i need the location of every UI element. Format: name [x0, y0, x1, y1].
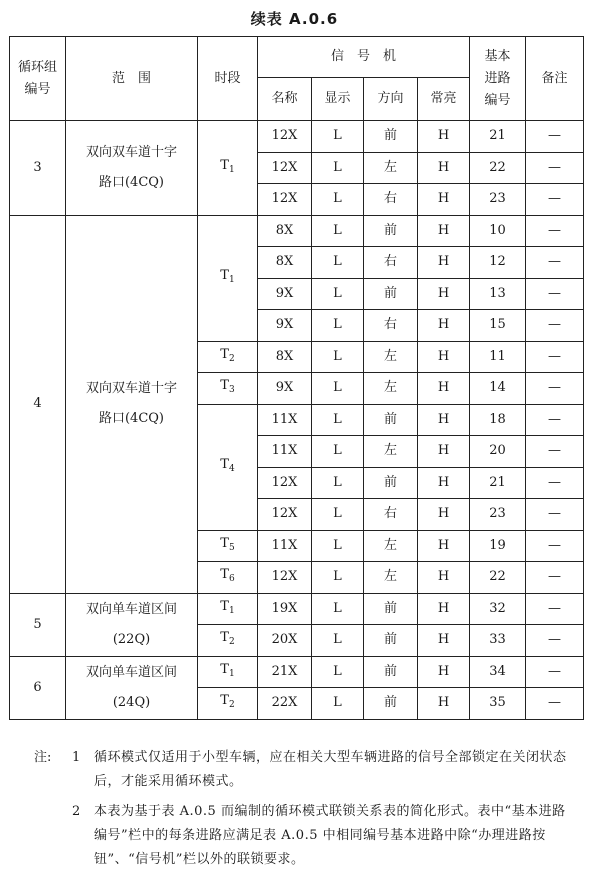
- name-cell: 21X: [258, 656, 312, 688]
- lit-cell: H: [418, 467, 470, 499]
- name-cell: 12X: [258, 499, 312, 531]
- remark-cell: —: [526, 656, 584, 688]
- basic-cell: 15: [470, 310, 526, 342]
- table-row: [10, 593, 584, 625]
- display-cell: L: [312, 247, 364, 279]
- display-cell: L: [312, 278, 364, 310]
- header-remark: 备注: [526, 37, 584, 121]
- basic-cell: 12: [470, 247, 526, 279]
- direction-cell: 右: [364, 184, 418, 216]
- table-row: [10, 215, 584, 247]
- lit-cell: H: [418, 404, 470, 436]
- lit-cell: H: [418, 499, 470, 531]
- display-cell: L: [312, 562, 364, 594]
- name-cell: 12X: [258, 121, 312, 153]
- direction-cell: 左: [364, 436, 418, 468]
- remark-cell: —: [526, 625, 584, 657]
- direction-cell: 前: [364, 278, 418, 310]
- direction-cell: 左: [364, 373, 418, 405]
- header-display: 显示: [312, 78, 364, 121]
- header-name: 名称: [258, 78, 312, 121]
- name-cell: 12X: [258, 467, 312, 499]
- lit-cell: H: [418, 247, 470, 279]
- display-cell: L: [312, 184, 364, 216]
- range-line: 双向单车道区间: [85, 664, 177, 680]
- lit-cell: H: [418, 341, 470, 373]
- remark-cell: —: [526, 184, 584, 216]
- header-lit: 常亮: [418, 78, 470, 121]
- remark-cell: —: [526, 436, 584, 468]
- basic-cell: 11: [470, 341, 526, 373]
- lit-cell: H: [418, 215, 470, 247]
- basic-cell: 35: [470, 688, 526, 720]
- direction-cell: 右: [364, 499, 418, 531]
- lit-cell: H: [418, 373, 470, 405]
- display-cell: L: [312, 310, 364, 342]
- lit-cell: H: [418, 656, 470, 688]
- basic-cell: 20: [470, 436, 526, 468]
- group-id-cell: 3: [10, 121, 66, 216]
- name-cell: 22X: [258, 688, 312, 720]
- range-line: 双向双车道十字: [85, 381, 177, 396]
- remark-cell: —: [526, 499, 584, 531]
- note-number: 2: [72, 804, 81, 819]
- name-cell: 9X: [258, 373, 312, 405]
- name-cell: 11X: [258, 404, 312, 436]
- display-cell: L: [312, 215, 364, 247]
- table-body: [10, 121, 584, 720]
- range-line: (24Q): [112, 694, 151, 710]
- basic-cell: 14: [470, 373, 526, 405]
- period-cell: $T_2$: [198, 625, 258, 657]
- period-cell: $T_1$: [198, 656, 258, 688]
- basic-cell: 10: [470, 215, 526, 247]
- direction-cell: 左: [364, 530, 418, 562]
- remark-cell: —: [526, 278, 584, 310]
- direction-cell: 前: [364, 121, 418, 153]
- basic-cell: 34: [470, 656, 526, 688]
- display-cell: L: [312, 593, 364, 625]
- lit-cell: H: [418, 530, 470, 562]
- lit-cell: H: [418, 310, 470, 342]
- direction-cell: 前: [364, 593, 418, 625]
- header-direction: 方向: [364, 78, 418, 121]
- group-id-cell: 4: [10, 215, 66, 593]
- header-period: 时段: [198, 37, 258, 121]
- name-cell: 12X: [258, 184, 312, 216]
- note-item: [34, 746, 579, 794]
- display-cell: L: [312, 530, 364, 562]
- remark-cell: —: [526, 404, 584, 436]
- direction-cell: 前: [364, 404, 418, 436]
- remark-cell: —: [526, 373, 584, 405]
- notes-prefix: 注:: [34, 750, 52, 765]
- basic-cell: 21: [470, 121, 526, 153]
- remark-cell: —: [526, 530, 584, 562]
- period-cell: $T_1$: [198, 215, 258, 341]
- display-cell: L: [312, 152, 364, 184]
- range-cell: [66, 215, 198, 593]
- lit-cell: H: [418, 562, 470, 594]
- name-cell: 9X: [258, 278, 312, 310]
- basic-cell: 32: [470, 593, 526, 625]
- note-text: 循环模式仅适用于小型车辆，应在相关大型车辆进路的信号全部锁定在关闭状态后，才能采用循环模式。: [94, 750, 567, 789]
- period-cell: $T_1$: [198, 593, 258, 625]
- remark-cell: —: [526, 310, 584, 342]
- remark-cell: —: [526, 593, 584, 625]
- header-basic: 基本 进路 编号: [470, 37, 526, 121]
- direction-cell: 前: [364, 625, 418, 657]
- direction-cell: 右: [364, 310, 418, 342]
- period-cell: $T_2$: [198, 688, 258, 720]
- range-cell: [66, 593, 198, 656]
- display-cell: L: [312, 499, 364, 531]
- lit-cell: H: [418, 152, 470, 184]
- name-cell: 8X: [258, 247, 312, 279]
- basic-cell: 22: [470, 152, 526, 184]
- lit-cell: H: [418, 278, 470, 310]
- range-line: 路口(4CQ): [98, 174, 165, 190]
- display-cell: L: [312, 341, 364, 373]
- display-cell: L: [312, 436, 364, 468]
- range-line: 路口(4CQ): [98, 411, 165, 426]
- period-cell: $T_2$: [198, 341, 258, 373]
- interlock-table: [9, 36, 584, 720]
- lit-cell: H: [418, 436, 470, 468]
- period-cell: $T_6$: [198, 562, 258, 594]
- display-cell: L: [312, 625, 364, 657]
- lit-cell: H: [418, 625, 470, 657]
- direction-cell: 前: [364, 656, 418, 688]
- name-cell: 8X: [258, 341, 312, 373]
- notes: [34, 746, 579, 878]
- header-group: 循环组 编号: [10, 37, 66, 121]
- direction-cell: 左: [364, 152, 418, 184]
- name-cell: 12X: [258, 562, 312, 594]
- lit-cell: H: [418, 184, 470, 216]
- remark-cell: —: [526, 121, 584, 153]
- note-number: 1: [72, 750, 81, 765]
- lit-cell: H: [418, 688, 470, 720]
- display-cell: L: [312, 656, 364, 688]
- direction-cell: 右: [364, 247, 418, 279]
- basic-cell: 33: [470, 625, 526, 657]
- name-cell: 12X: [258, 152, 312, 184]
- display-cell: L: [312, 467, 364, 499]
- range-line: 双向双车道十字: [85, 144, 177, 160]
- remark-cell: —: [526, 688, 584, 720]
- remark-cell: —: [526, 562, 584, 594]
- range-cell: [66, 656, 198, 719]
- period-cell: $T_3$: [198, 373, 258, 405]
- name-cell: 20X: [258, 625, 312, 657]
- basic-cell: 23: [470, 184, 526, 216]
- direction-cell: 左: [364, 562, 418, 594]
- remark-cell: —: [526, 467, 584, 499]
- basic-cell: 19: [470, 530, 526, 562]
- remark-cell: —: [526, 152, 584, 184]
- direction-cell: 左: [364, 341, 418, 373]
- group-id-cell: 6: [10, 656, 66, 719]
- basic-cell: 22: [470, 562, 526, 594]
- lit-cell: H: [418, 593, 470, 625]
- display-cell: L: [312, 373, 364, 405]
- header-signal: 信 号 机: [258, 37, 470, 78]
- basic-cell: 13: [470, 278, 526, 310]
- remark-cell: —: [526, 341, 584, 373]
- period-cell: $T_5$: [198, 530, 258, 562]
- remark-cell: —: [526, 247, 584, 279]
- period-cell: $T_4$: [198, 404, 258, 530]
- table-title: 续表 A.0.6: [250, 10, 339, 28]
- lit-cell: H: [418, 121, 470, 153]
- basic-cell: 21: [470, 467, 526, 499]
- direction-cell: 前: [364, 467, 418, 499]
- range-cell: [66, 121, 198, 216]
- remark-cell: —: [526, 215, 584, 247]
- display-cell: L: [312, 688, 364, 720]
- range-line: (22Q): [112, 631, 151, 647]
- name-cell: 11X: [258, 436, 312, 468]
- basic-cell: 18: [470, 404, 526, 436]
- table-row: [10, 656, 584, 688]
- name-cell: 8X: [258, 215, 312, 247]
- note-item: [34, 800, 579, 872]
- note-text: 本表为基于表 A.0.5 而编制的循环模式联锁关系表的简化形式。表中“基本进路编号”栏中的每条进路应满足表 A.0.5 中相同编号基本进路中除“办理进路按钮”、“信号机”栏以外的联锁要求。: [94, 804, 566, 867]
- direction-cell: 前: [364, 688, 418, 720]
- display-cell: L: [312, 404, 364, 436]
- table-row: [10, 121, 584, 153]
- name-cell: 19X: [258, 593, 312, 625]
- period-cell: $T_1$: [198, 121, 258, 216]
- display-cell: L: [312, 121, 364, 153]
- direction-cell: 前: [364, 215, 418, 247]
- name-cell: 9X: [258, 310, 312, 342]
- header-range: 范 围: [66, 37, 198, 121]
- name-cell: 11X: [258, 530, 312, 562]
- basic-cell: 23: [470, 499, 526, 531]
- group-id-cell: 5: [10, 593, 66, 656]
- range-line: 双向单车道区间: [85, 601, 177, 617]
